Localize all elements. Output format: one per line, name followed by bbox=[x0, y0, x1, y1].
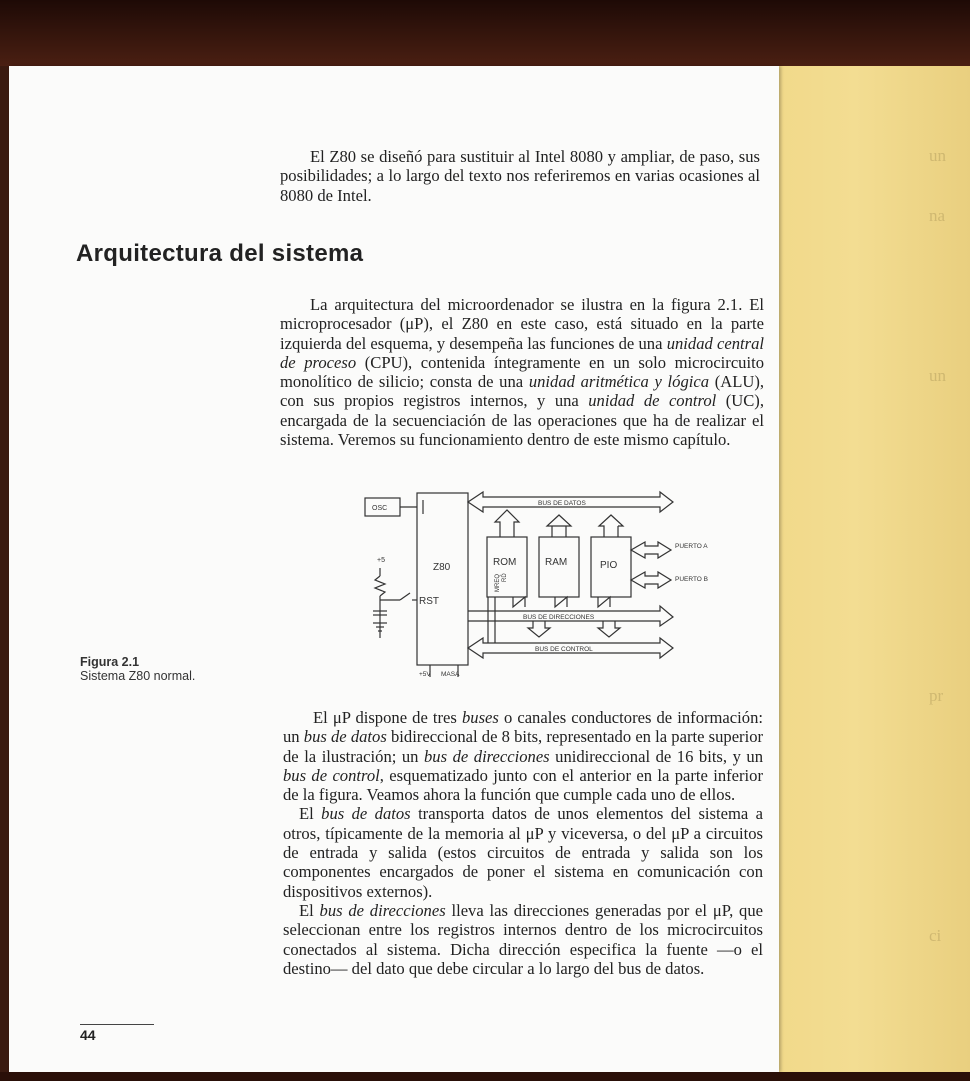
rom-label: ROM bbox=[493, 557, 517, 568]
architecture-paragraph bbox=[280, 295, 764, 449]
paragraph-text: La arquitectura del microordenador se ilustra en la figura 2.1. El microprocesador (μP), el Z80 en este caso, está situado en la parte izquierda del esquema, y desempeña las funciones de una unidad central de proceso (CPU), contenida íntegramente en un solo microcircuito monolítico de silicio; consta de una unidad aritmética y lógica (ALU), con sus propios registros internos, y una unidad de control (UC), encargada de la secuenciación de las operaciones que ha de realizar el sistema. Veremos su funcionamiento dentro de este mismo capítulo. bbox=[280, 295, 764, 450]
scan-bottom-border bbox=[0, 1072, 970, 1081]
section-heading: Arquitectura del sistema bbox=[76, 240, 364, 267]
figure-caption bbox=[80, 655, 195, 683]
plus5v-label: +5V bbox=[419, 671, 431, 678]
rom-data-link bbox=[495, 510, 519, 537]
caption-title: Figura 2.1 bbox=[80, 655, 140, 669]
data-bus-paragraph: El bus de datos transporta datos de unos elementos del sistema a otros, típicamente de la memoria al μP y viceversa, o del μP a circuitos de entrada y salida (estos circuitos de entrada y salida son los componentes encargados de poner el sistema en comunicación con dispositivos externos). bbox=[283, 804, 763, 901]
control-bus-label: BUS DE CONTROL bbox=[535, 646, 593, 653]
data-bus-label: BUS DE DATOS bbox=[538, 500, 586, 507]
port-b-label: PUERTO B bbox=[675, 576, 708, 583]
page-number-rule bbox=[80, 1024, 154, 1025]
z80-label: Z80 bbox=[433, 562, 451, 573]
masa-label: MASA bbox=[441, 671, 460, 678]
buses-paragraph: El μP dispone de tres buses o canales conductores de información: un bus de datos bidireccional de 8 bits, representado en la parte superior de la ilustración; un bus de direcciones unidireccional de 16 bits, y un bus de control, esquematizado junto con el anterior en la parte inferior de la figura. Veamos ahora la función que cumple cada uno de ellos. bbox=[283, 708, 764, 805]
pio-label: PIO bbox=[600, 560, 618, 571]
rd-label: RD bbox=[502, 573, 508, 582]
buses-section bbox=[283, 708, 763, 978]
intro-text: El Z80 se diseñó para sustituir al Intel 8080 y ampliar, de paso, sus posibilidades; a lo largo del texto nos referiremos en varias ocasiones al 8080 de Intel. bbox=[280, 147, 760, 205]
adjacent-page-edge: un na un pr ci bbox=[779, 66, 970, 1072]
address-bus-paragraph: El bus de direcciones lleva las direcciones generadas por el μP, que seleccionan entre los registros internos dentro de los microcircuitos conectados al sistema. Dicha dirección especifica la fuente —o el destino— del dato que debe circular a lo largo del bus de datos. bbox=[283, 900, 763, 978]
scan-top-border bbox=[0, 0, 970, 66]
z80-chip bbox=[417, 493, 468, 665]
osc-label: OSC bbox=[372, 505, 388, 512]
port-b-arrow bbox=[631, 572, 671, 588]
mreq-label: MREQ bbox=[495, 574, 501, 592]
ram-label: RAM bbox=[545, 557, 568, 568]
caption-text: Sistema Z80 normal. bbox=[80, 669, 196, 683]
plus5-label: +5 bbox=[377, 557, 385, 564]
port-a-label: PUERTO A bbox=[675, 543, 708, 550]
port-a-arrow bbox=[631, 542, 671, 558]
rst-label: RST bbox=[419, 596, 439, 607]
address-bus-label: BUS DE DIRECCIONES bbox=[523, 614, 595, 621]
intro-paragraph bbox=[280, 147, 760, 205]
z80-system-diagram bbox=[355, 480, 708, 685]
page-number: 44 bbox=[80, 1027, 96, 1043]
